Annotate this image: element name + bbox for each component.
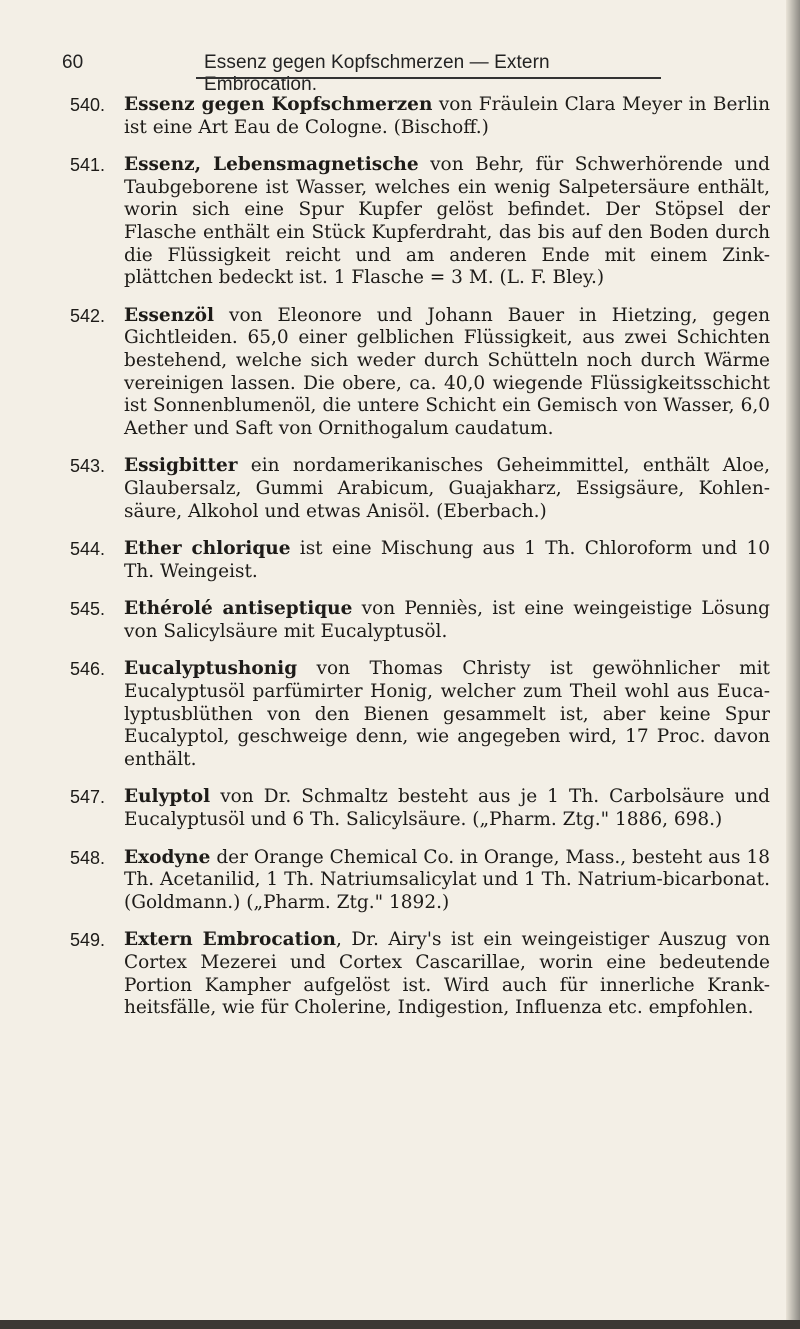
header-rule bbox=[196, 77, 661, 79]
entry-545 bbox=[70, 598, 770, 643]
entry-546 bbox=[70, 658, 770, 771]
entry-540 bbox=[70, 94, 770, 139]
entry-heading: Eulyptol bbox=[124, 786, 211, 808]
entry-542 bbox=[70, 305, 770, 441]
entry-text: von Eleonore und Johann Bauer in Hietzing, gegen Gichtleiden. 65,0 einer gelblichen Flüssigkeit, aus zwei Schichten bestehend, welche sich weder durch Schütteln noch durch Wärme vereinigen lassen. Die obere, ca. 40,0 wiegende Flüssigkeitsschicht ist Sonnenblumenöl, die untere Schicht ein Gemisch von Wasser, 6,0 Aether und Saft von Ornithogalum caudatum. bbox=[124, 304, 770, 439]
entry-list bbox=[70, 94, 770, 1035]
entry-heading: Eucalyptushonig bbox=[124, 658, 298, 680]
entry-heading: Extern Embrocation bbox=[124, 929, 336, 951]
entry-text: ist eine Mischung aus 1 Th. Chloroform und 10 Th. Weingeist. bbox=[124, 538, 770, 582]
entry-number: 541. bbox=[70, 155, 106, 176]
entry-number: 545. bbox=[70, 599, 106, 620]
entry-number: 547. bbox=[70, 787, 106, 808]
entry-541 bbox=[70, 154, 770, 290]
entry-text: von Fräulein Clara Meyer in Berlin ist eine Art Eau de Cologne. (Bischoff.) bbox=[124, 94, 770, 138]
page-number: 60 bbox=[62, 52, 84, 73]
entry-heading: Essigbitter bbox=[124, 455, 238, 477]
entry-heading: Exodyne bbox=[124, 846, 211, 868]
scan-bottom-edge bbox=[0, 1320, 800, 1329]
entry-text: ein nordamerikanisches Geheimmittel, enthält Aloe, Glaubersalz, Gummi Arabicum, Guajakharz, Essigsäure, Kohlen-säure, Alkohol und etwas Anisöl. (Eberbach.) bbox=[124, 455, 770, 522]
entry-number: 542. bbox=[70, 305, 106, 326]
entry-heading: Ethérolé antiseptique bbox=[124, 598, 353, 620]
entry-number: 540. bbox=[70, 95, 106, 115]
entry-544 bbox=[70, 538, 770, 583]
entry-heading: Ether chlorique bbox=[124, 538, 291, 560]
entry-number: 543. bbox=[70, 456, 106, 477]
entry-number: 546. bbox=[70, 659, 106, 680]
entry-number: 548. bbox=[70, 847, 106, 868]
entry-heading: Essenz, Lebensmagnetische bbox=[124, 154, 419, 176]
entry-text: der Orange Chemical Co. in Orange, Mass., besteht aus 18 Th. Acetanilid, 1 Th. Natriumsalicylat und 1 Th. Natrium-bicarbonat. (Goldmann.) („Pharm. Ztg." 1892.) bbox=[124, 846, 770, 913]
entry-549 bbox=[70, 929, 770, 1019]
entry-number: 544. bbox=[70, 539, 106, 560]
page-edge-shadow bbox=[786, 0, 800, 1329]
running-title: Essenz gegen Kopfschmerzen — Extern Embrocation. bbox=[204, 52, 550, 95]
entry-number: 549. bbox=[70, 930, 106, 951]
page-header bbox=[62, 46, 662, 95]
entry-543 bbox=[70, 455, 770, 523]
entry-text: von Penniès, ist eine weingeistige Lösung von Salicylsäure mit Eucalyptusöl. bbox=[124, 598, 770, 642]
entry-text: von Dr. Schmaltz besteht aus je 1 Th. Carbolsäure und Eucalyptusöl und 6 Th. Salicylsäure. („Pharm. Ztg." 1886, 698.) bbox=[124, 786, 770, 831]
entry-text: von Thomas Christy ist gewöhnlicher mit Eucalyptusöl parfümirter Honig, welcher zum Theil wohl aus Euca-lyptusblüthen von den Bienen gesammelt ist, aber keine Spur Eucalyptol, geschweige denn, wie angegeben wird, 17 Proc. davon enthält. bbox=[124, 658, 770, 770]
entry-text: von Behr, für Schwerhörende und Taubgeborene ist Wasser, welches ein wenig Salpetersäure enthält, worin sich eine Spur Kupfer gelöst befindet. Der Stöpsel der Flasche enthält ein Stück Kupferdraht, das bis auf den Boden durch die Flüssigkeit reicht und am anderen Ende mit einem Zink-plättchen bedeckt ist. 1 Flasche = 3 M. (L. F. Bley.) bbox=[124, 154, 770, 289]
entry-548 bbox=[70, 847, 770, 915]
entry-heading: Essenz gegen Kopfschmerzen bbox=[124, 94, 433, 115]
entry-text: , Dr. Airy's ist ein weingeistiger Auszug von Cortex Mezerei und Cortex Cascarillae, worin eine bedeutende Portion Kampher aufgelöst ist. Wird auch für innerliche Krank-heitsfälle, wie für Cholerine, Indigestion, Influenza etc. empfohlen. bbox=[124, 929, 770, 1019]
entry-heading: Essenzöl bbox=[124, 304, 215, 326]
entry-547 bbox=[70, 786, 770, 831]
